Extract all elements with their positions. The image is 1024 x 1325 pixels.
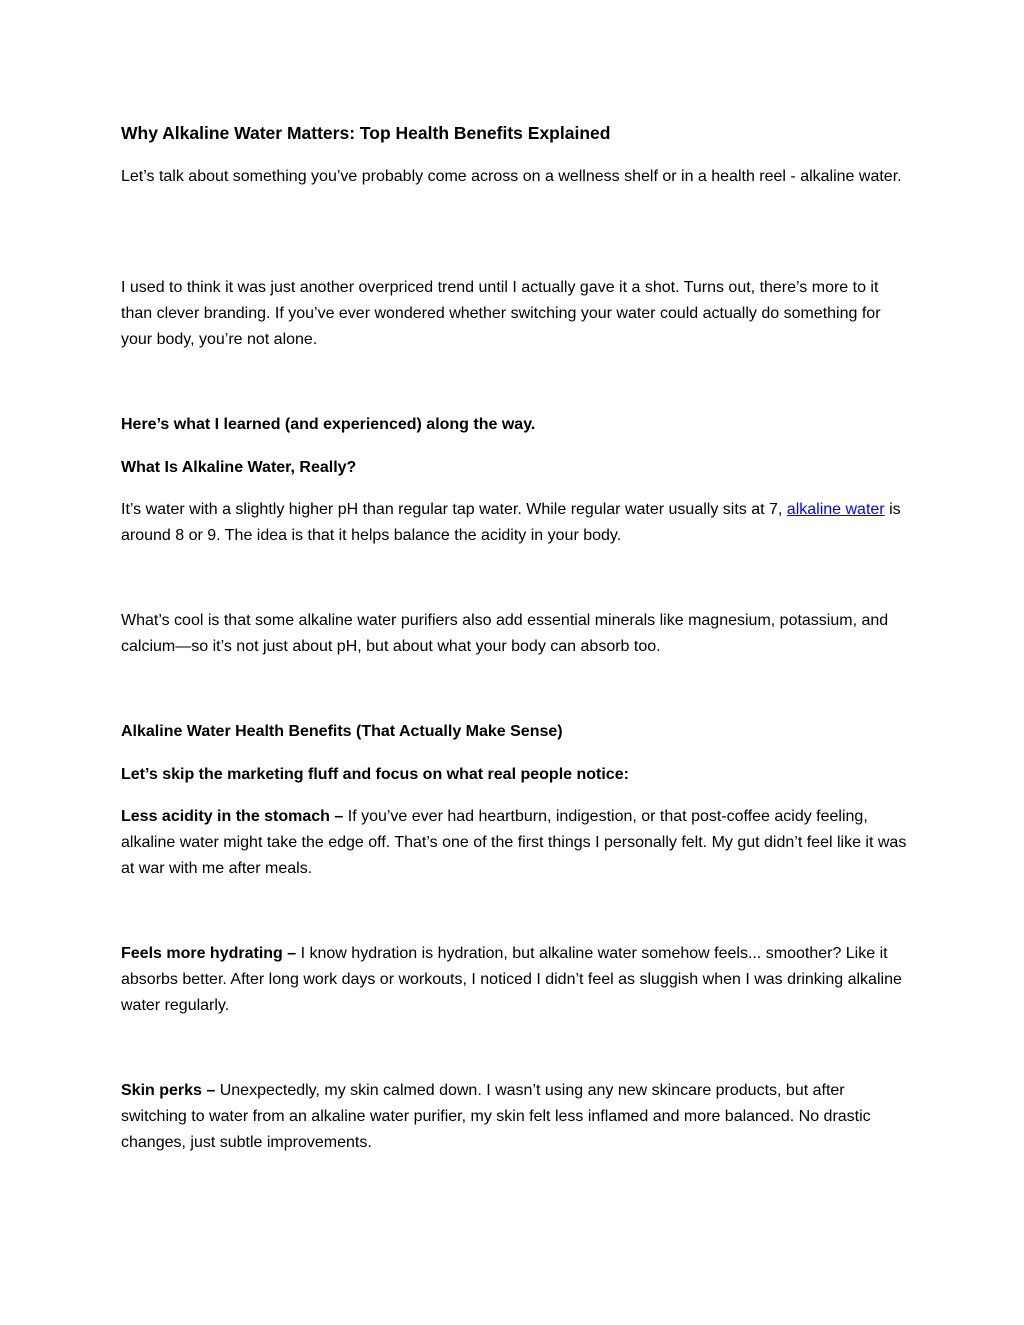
benefit-skin-label: Skin perks – [121, 1082, 216, 1099]
what-is-text-end: is around 8 or 9. The idea is that it helps balance the acidity in your body. [121, 501, 901, 544]
benefits-heading: Alkaline Water Health Benefits (That Actually Make Sense) [121, 723, 563, 740]
alkaline-water-link[interactable]: alkaline water [786, 501, 885, 518]
minerals-paragraph: What’s cool is that some alkaline water purifiers also add essential minerals like magnesium, potassium, and calcium—so it’s not just about pH, but about what your body can absorb too. [121, 612, 889, 655]
what-is-paragraph [121, 497, 911, 549]
page-title: Why Alkaline Water Matters: Top Health Benefits Explained [121, 123, 611, 143]
benefit-skin-text: Unexpectedly, my skin calmed down. I wasn’t using any new skincare products, but after switching to water from an alkaline water purifier, my skin felt less inflamed and more balanced. No drastic changes, just subtle improvements. [121, 1082, 871, 1151]
benefit-acidity-text: If you’ve ever had heartburn, indigestion, or that post-coffee acidy feeling, alkaline water might take the edge off. That’s one of the first things I personally felt. My gut didn’t feel like it was at war with me after meals. [121, 808, 907, 877]
intro-paragraph: Let’s talk about something you’ve probably come across on a wellness shelf or in a health reel - alkaline water. [121, 168, 902, 185]
learned-heading: Here’s what I learned (and experienced) along the way. [121, 416, 536, 433]
benefit-acidity [121, 804, 911, 882]
trend-paragraph: I used to think it was just another overpriced trend until I actually gave it a shot. Turns out, there’s more to it than clever branding. If you’ve ever wondered whether switching your water could actually do something for your body, you’re not alone. [121, 279, 881, 348]
skip-heading: Let’s skip the marketing fluff and focus on what real people notice: [121, 766, 629, 783]
benefit-hydrating-label: Feels more hydrating – [121, 945, 297, 962]
benefit-skin [121, 1078, 911, 1156]
what-is-text-start: It’s water with a slightly higher pH than regular tap water. While regular water usually sits at 7, [121, 501, 787, 518]
benefit-hydrating [121, 941, 911, 1019]
benefit-acidity-label: Less acidity in the stomach – [121, 808, 344, 825]
benefit-hydrating-text: I know hydration is hydration, but alkaline water somehow feels... smoother? Like it absorbs better. After long work days or workouts, I noticed I didn’t feel as sluggish when I was drinking alkaline water regularly. [121, 945, 902, 1014]
what-is-heading: What Is Alkaline Water, Really? [121, 459, 357, 476]
